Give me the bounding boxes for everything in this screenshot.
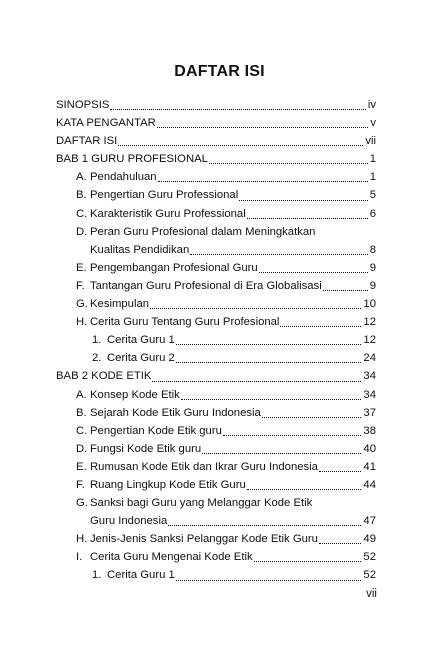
toc-entry-label: Rumusan Kode Etik dan Ikrar Guru Indonesia [90, 460, 318, 473]
toc-leader [262, 417, 362, 418]
toc-entry-label: Kualitas Pendidikan [90, 243, 190, 256]
toc-entry-label: Cerita Guru 2 [107, 352, 175, 365]
toc-entry-label: Konsep Kode Etik [90, 388, 180, 401]
toc-entry-label: Sanksi bagi Guru yang Melanggar Kode Etik [90, 497, 313, 510]
toc-leader [280, 326, 361, 327]
toc-leader [209, 163, 368, 164]
toc-entry-page: 41 [363, 460, 376, 473]
toc-entry[interactable] [56, 494, 376, 512]
toc-leader [157, 127, 369, 128]
toc-entry-label: Ruang Lingkup Kode Etik Guru [90, 478, 246, 491]
toc-entry-page: 8 [369, 243, 376, 256]
toc-leader [150, 308, 361, 309]
toc-entry-page: 47 [363, 515, 376, 528]
toc-leader [247, 218, 368, 219]
toc-entry-page: 38 [363, 424, 376, 437]
toc-entry-label: Peran Guru Profesional dalam Meningkatkan [90, 225, 316, 238]
toc-leader [254, 561, 362, 562]
toc-entry-label: Pengembangan Profesional Guru [90, 261, 258, 274]
toc-entry-prefix: H. [76, 316, 88, 329]
toc-entry[interactable] [56, 548, 376, 566]
toc-entry-prefix: F. [76, 478, 85, 491]
toc-entry[interactable] [56, 96, 376, 114]
toc-entry-prefix: G. [76, 298, 88, 311]
toc-entry-continuation[interactable] [56, 512, 376, 530]
toc-leader [202, 453, 361, 454]
toc-entry-label: Pengertian Kode Etik guru [90, 424, 222, 437]
toc-entry-prefix: 1. [92, 569, 102, 582]
toc-entry-label: Cerita Guru 1 [107, 569, 175, 582]
toc-leader [176, 362, 362, 363]
toc-entry-label: Guru Indonesia [90, 515, 168, 528]
toc-entry-prefix: 1. [92, 334, 102, 347]
toc-entry-page: 1 [369, 171, 376, 184]
toc-entry-label: DAFTAR ISI [56, 135, 118, 148]
toc-entry-prefix: C. [76, 207, 88, 220]
toc-entry-prefix: B. [76, 189, 87, 202]
toc-entry-prefix: A. [76, 171, 87, 184]
toc-entry-label: Cerita Guru Tentang Guru Profesional [90, 316, 280, 329]
toc-entry-page: 37 [363, 406, 376, 419]
toc-entry-prefix: D. [76, 442, 88, 455]
toc-entry[interactable] [56, 566, 376, 584]
toc-entry-prefix: 2. [92, 352, 102, 365]
toc-leader [181, 399, 362, 400]
toc-entry-page: v [370, 117, 376, 130]
toc-entry[interactable] [56, 422, 376, 440]
toc-entry[interactable] [56, 386, 376, 404]
toc-entry[interactable] [56, 530, 376, 548]
table-of-contents [56, 96, 376, 585]
toc-entry-prefix: I. [76, 551, 83, 564]
toc-entry-label: Pendahuluan [90, 171, 157, 184]
toc-entry-prefix: E. [76, 460, 87, 473]
toc-entry-prefix: B. [76, 406, 87, 419]
toc-leader [158, 181, 368, 182]
toc-leader [176, 580, 362, 581]
toc-entry-page: 52 [363, 551, 376, 564]
toc-entry-label: Tantangan Guru Profesional di Era Globalisasi [90, 279, 322, 292]
toc-entry-page: 9 [369, 279, 376, 292]
toc-entry-label: Pengertian Guru Professional [90, 189, 239, 202]
toc-entry-prefix: G. [76, 497, 88, 510]
toc-leader [247, 489, 362, 490]
toc-entry-page: 1 [369, 153, 376, 166]
toc-leader [168, 525, 361, 526]
toc-entry-page: 12 [363, 316, 376, 329]
toc-entry-page: 9 [369, 261, 376, 274]
toc-leader [176, 344, 362, 345]
toc-entry-prefix: H. [76, 533, 88, 546]
toc-entry-page: 52 [363, 569, 376, 582]
toc-entry[interactable] [56, 186, 376, 204]
toc-entry-prefix: A. [76, 388, 87, 401]
footer-page-number: vii [366, 588, 377, 600]
toc-entry[interactable] [56, 349, 376, 367]
toc-entry-label: Karakteristik Guru Professional [90, 207, 246, 220]
toc-entry[interactable] [56, 404, 376, 422]
toc-entry-page: vii [365, 135, 376, 148]
toc-entry-page: 40 [363, 442, 376, 455]
toc-entry[interactable] [56, 295, 376, 313]
toc-entry-label: Jenis-Jenis Sanksi Pelanggar Kode Etik Guru [90, 533, 318, 546]
toc-leader [118, 145, 363, 146]
toc-leader [190, 254, 367, 255]
toc-entry[interactable] [56, 458, 376, 476]
toc-leader [152, 381, 361, 382]
toc-leader [223, 435, 362, 436]
toc-entry[interactable] [56, 205, 376, 223]
toc-entry-page: 12 [363, 334, 376, 347]
toc-entry[interactable] [56, 223, 376, 241]
page-title: DAFTAR ISI [174, 63, 265, 80]
toc-entry[interactable] [56, 476, 376, 494]
toc-entry-page: 5 [369, 189, 376, 202]
toc-entry-page: 6 [369, 207, 376, 220]
toc-entry-label: BAB 1 GURU PROFESIONAL [56, 153, 208, 166]
toc-entry[interactable] [56, 277, 376, 295]
toc-entry-label: BAB 2 KODE ETIK [56, 370, 152, 383]
toc-entry-page: 49 [363, 533, 376, 546]
toc-entry[interactable] [56, 440, 376, 458]
toc-leader [319, 471, 361, 472]
toc-entry-page: 34 [363, 388, 376, 401]
toc-entry-label: Cerita Guru Mengenai Kode Etik [90, 551, 253, 564]
toc-entry[interactable] [56, 259, 376, 277]
toc-entry[interactable] [56, 367, 376, 385]
toc-entry-prefix: C. [76, 424, 88, 437]
toc-leader [110, 109, 365, 110]
toc-entry-label: Cerita Guru 1 [107, 334, 175, 347]
toc-entry[interactable] [56, 313, 376, 331]
toc-entry[interactable] [56, 150, 376, 168]
toc-leader [259, 272, 368, 273]
toc-entry-page: 34 [363, 370, 376, 383]
toc-leader [323, 290, 368, 291]
toc-entry-prefix: E. [76, 261, 87, 274]
toc-entry-page: iv [367, 99, 376, 111]
toc-entry-label: SINOPSIS [56, 99, 110, 111]
toc-entry[interactable] [56, 114, 376, 132]
toc-entry-page: 10 [363, 298, 376, 311]
toc-entry-prefix: F. [76, 279, 85, 292]
toc-entry-label: Kesimpulan [90, 298, 150, 311]
toc-entry-label: KATA PENGANTAR [56, 117, 156, 130]
toc-entry[interactable] [56, 168, 376, 186]
toc-entry[interactable] [56, 331, 376, 349]
toc-entry-label: Fungsi Kode Etik guru [90, 442, 202, 455]
toc-entry-continuation[interactable] [56, 241, 376, 259]
toc-entry-page: 24 [363, 352, 376, 365]
toc-leader [239, 200, 368, 201]
toc-entry-prefix: D. [76, 225, 88, 238]
toc-leader [319, 543, 361, 544]
toc-entry[interactable] [56, 132, 376, 150]
toc-entry-label: Sejarah Kode Etik Guru Indonesia [90, 406, 261, 419]
toc-entry-page: 44 [363, 478, 376, 491]
